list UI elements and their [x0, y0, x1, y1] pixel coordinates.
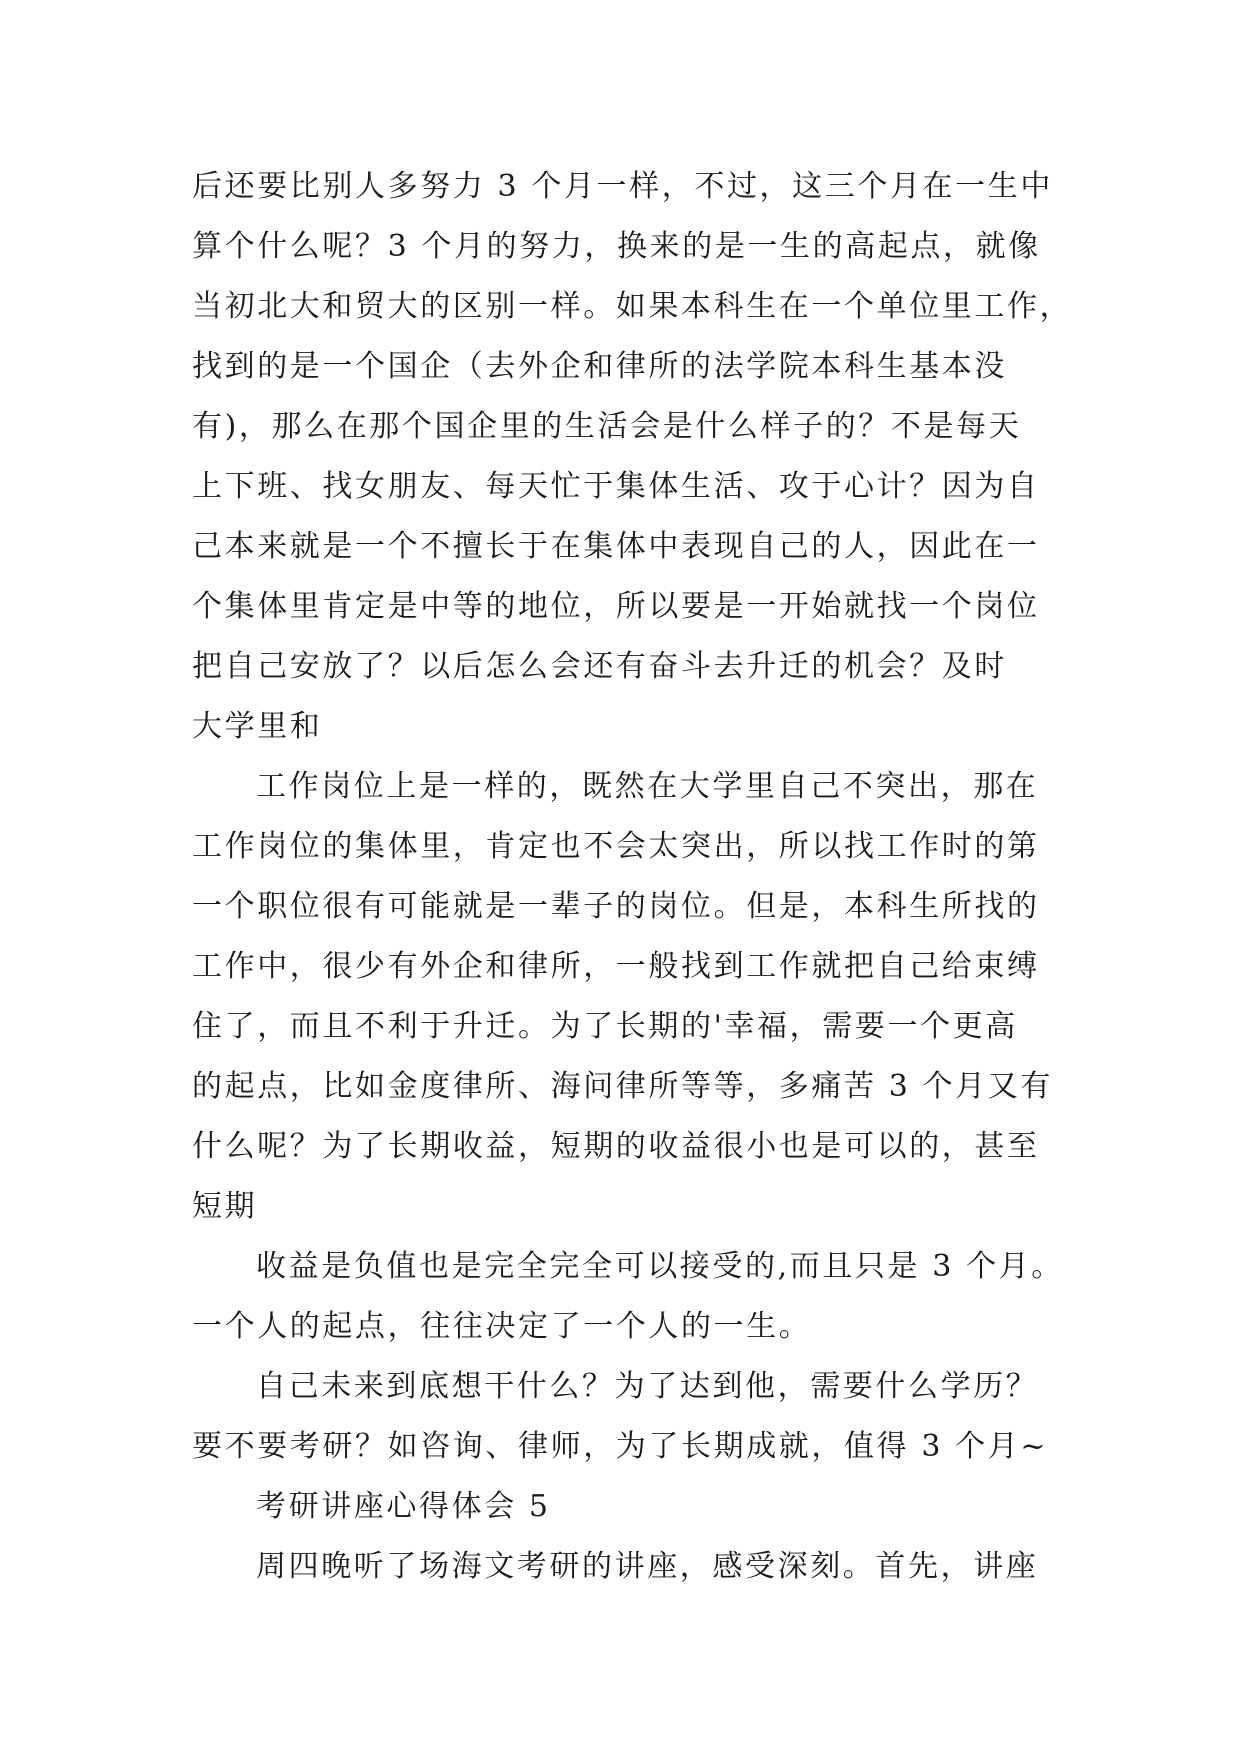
text-line: 找到的是一个国企（去外企和律所的法学院本科生基本没	[192, 349, 1007, 384]
text-line: 短期	[192, 1189, 258, 1224]
text-line: 个集体里肯定是中等的地位，所以要是一开始就找一个岗位	[192, 589, 1040, 624]
text-line: 一个人的起点，往往决定了一个人的一生。	[192, 1309, 812, 1344]
text-line: 当初北大和贸大的区别一样。如果本科生在一个单位里工作，	[192, 289, 1073, 324]
text-line: 工作中，很少有外企和律所，一般找到工作就把自己给束缚	[192, 949, 1040, 984]
text-line: 一个职位很有可能就是一辈子的岗位。但是，本科生所找的	[192, 889, 1040, 924]
section-heading: 考研讲座心得体会 5	[256, 1489, 551, 1524]
text-line: 上下班、找女朋友、每天忙于集体生活、攻于心计？因为自	[192, 469, 1040, 504]
text-line: 己本来就是一个不擅长于在集体中表现自己的人，因此在一	[192, 529, 1040, 564]
text-line: 住了，而且不利于升迁。为了长期的'幸福，需要一个更高	[192, 1009, 1018, 1044]
text-line: 后还要比别人多努力 3 个月一样，不过，这三个月在一生中	[192, 169, 1053, 204]
paragraph-start-line: 自己未来到底想干什么？为了达到他，需要什么学历？	[256, 1369, 1039, 1404]
text-line: 把自己安放了？以后怎么会还有奋斗去升迁的机会？及时	[192, 649, 1007, 684]
text-line: 有)，那么在那个国企里的生活会是什么样子的？不是每天	[192, 409, 1022, 444]
text-line: 什么呢？为了长期收益，短期的收益很小也是可以的，甚至	[192, 1129, 1040, 1164]
paragraph-start-line: 收益是负值也是完全完全可以接受的,而且只是 3 个月。	[256, 1249, 1064, 1284]
text-line: 要不要考研？如咨询、律师，为了长期成就，值得 3 个月~	[192, 1429, 1049, 1464]
paragraph-start-line: 周四晚听了场海文考研的讲座，感受深刻。首先，讲座	[256, 1549, 1039, 1584]
text-line: 大学里和	[192, 709, 323, 744]
text-line: 算个什么呢？3 个月的努力，换来的是一生的高起点，就像	[192, 229, 1041, 264]
text-line: 工作岗位的集体里，肯定也不会太突出，所以找工作时的第	[192, 829, 1040, 864]
paragraph-start-line: 工作岗位上是一样的，既然在大学里自己不突出，那在	[256, 769, 1039, 804]
text-line: 的起点，比如金度律所、海问律所等等，多痛苦 3 个月又有	[192, 1069, 1053, 1104]
